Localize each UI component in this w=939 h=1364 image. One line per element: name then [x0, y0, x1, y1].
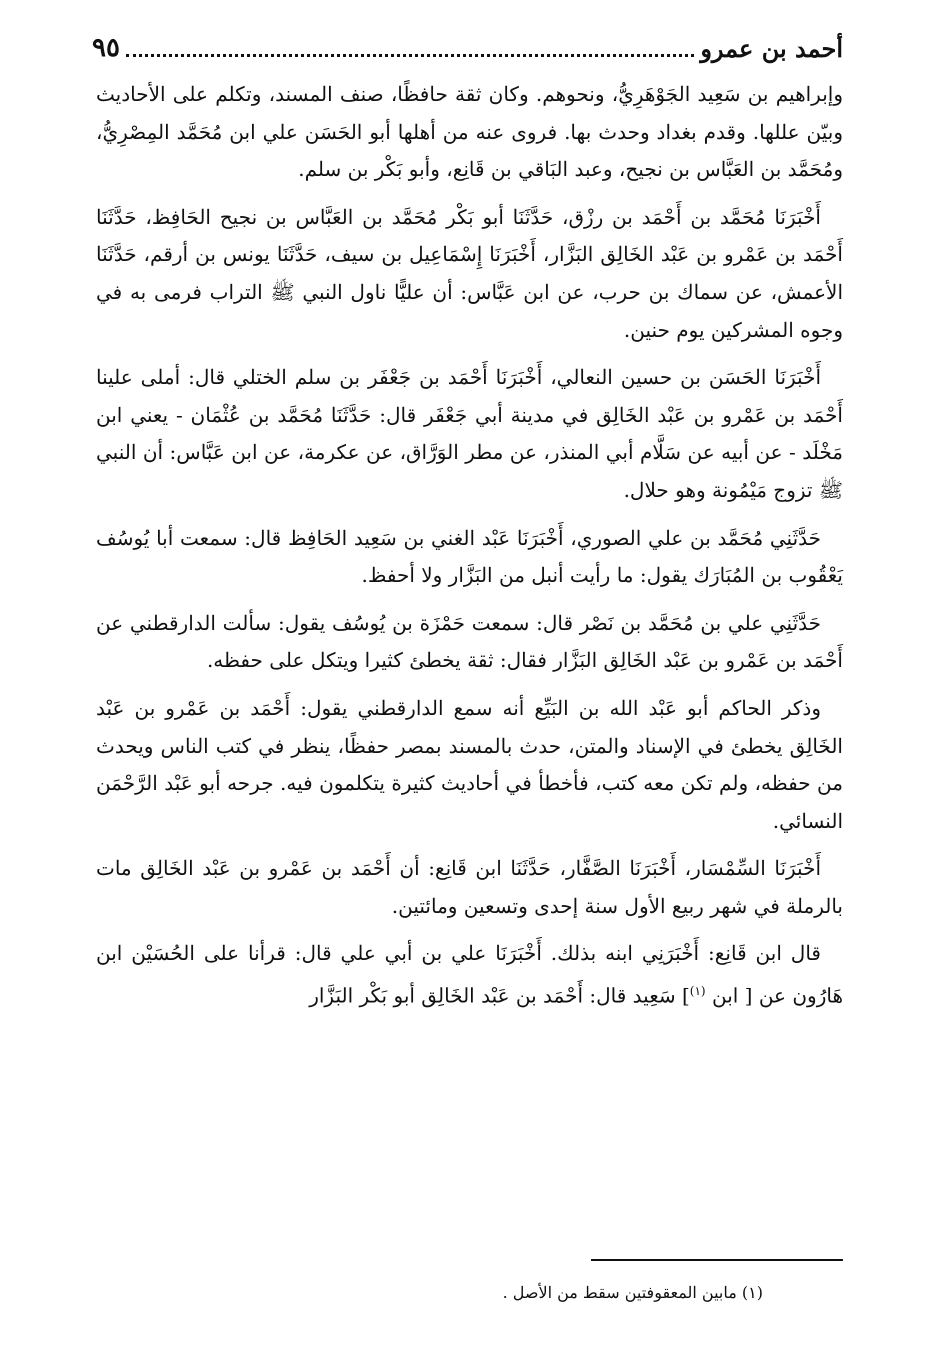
main-text	[96, 76, 843, 1025]
paragraph: وذكر الحاكم أبو عَبْد الله بن البَيِّع أنه سمع الدارقطني يقول: أَحْمَد بن عَمْرو بن عَبْد الخَالِق يخطئ في الإسناد والمتن، حدث بالمسند بمصر حفظًا، ينظر في كتب الناس ويحدث من حفظه، ولم تكن معه كتب، فأخطأ في أحاديث كثيرة يتكلمون فيه. جرحه أبو عَبْد الرَّحْمَن النسائي.	[96, 695, 843, 833]
footnote-divider	[591, 1259, 843, 1261]
running-header	[92, 28, 843, 68]
paragraph: أَخْبَرَنَا الحَسَن بن حسين النعالي، أَخْبَرَنَا أَحْمَد بن جَعْفَر بن سلم الختلي قال: أملى علينا أَحْمَد بن عَمْرو بن عَبْد الخَالِق في مدينة أبي جَعْفَر قال: حَدَّثَنَا مُحَمَّد بن عُثْمَان - يعني ابن مَخْلَد - عن أبيه عن سَلَّام أبي المنذر، عن مطر الوَرَّاق، عن عكرمة، عن ابن عَبَّاس: أن النبي ﷺ تزوج مَيْمُونة وهو حلال.	[96, 365, 843, 502]
paragraph: حَدَّثَنِي مُحَمَّد بن علي الصوري، أَخْبَرَنَا عَبْد الغني بن سَعِيد الحَافِظ قال: سمعت أبا يُوسُف يَعْقُوب بن المُبَارَك يقول: ما رأيت أنبل من البَزَّار ولا أحفظ.	[96, 525, 843, 588]
paragraph-last	[96, 935, 843, 1015]
footnote: (١) مابين المعقوفتين سقط من الأصل .	[502, 1283, 763, 1302]
paragraph: أَخْبَرَنَا السِّمْسَار، أَخْبَرَنَا الصَّفَّار، حَدَّثَنَا ابن قَانِع: أن أَحْمَد بن عَمْرو بن عَبْد الخَالِق مات بالرملة في شهر ربيع الأول سنة إحدى وتسعين ومائتين.	[96, 856, 843, 918]
leader-dots	[126, 54, 694, 57]
running-title: أحمد بن عمرو	[700, 33, 843, 63]
footnote-reference[interactable]: (١)	[689, 984, 706, 999]
paragraph: وإبراهيم بن سَعِيد الجَوْهَرِيُّ، ونحوهم. وكان ثقة حافظًا، صنف المسند، وتكلم على الأحاديث وبيّن عللها. وقدم بغداد وحدث بها. فروى عنه من أهلها أبو الحَسَن علي ابن مُحَمَّد المِصْرِيُّ، ومُحَمَّد بن العَبَّاس بن نجيح، وعبد البَاقي بن قَانِع، وأبو بَكْر بن سلم.	[96, 82, 843, 182]
paragraph-text-continued: ] سَعِيد قال: أَحْمَد بن عَبْد الخَالِق أبو بَكْر البَزَّار	[309, 983, 690, 1008]
paragraph-text: قال ابن قَانِع: أَخْبَرَنِي ابنه بذلك. أَخْبَرَنَا علي بن أبي علي قال: قرأنا على الحُسَيْن ابن هَارُون عن [ ابن	[96, 941, 843, 1008]
page-number: ٩٥	[92, 33, 120, 63]
paragraph: أَخْبَرَنَا مُحَمَّد بن أَحْمَد بن رزْق، حَدَّثَنَا أبو بَكْر مُحَمَّد بن العَبَّاس بن نجيح الحَافِظ، حَدَّثَنَا أَحْمَد بن عَمْرو بن عَبْد الخَالِق البَزَّار، أَخْبَرَنَا إِسْمَاعِيل بن سيف، حَدَّثَنَا يونس بن أرقم، حَدَّثَنَا الأعمش، عن سماك بن حرب، عن ابن عَبَّاس: أن عليًّا ناول النبي ﷺ التراب فرمى به في وجوه المشركين يوم حنين.	[96, 204, 843, 342]
paragraph: حَدَّثَنِي علي بن مُحَمَّد بن نَصْر قال: سمعت حَمْزَة بن يُوسُف يقول: سألت الدارقطني عن أَحْمَد بن عَمْرو بن عَبْد الخَالِق البَزَّار فقال: ثقة يخطئ كثيرا ويتكل على حفظه.	[96, 610, 843, 673]
